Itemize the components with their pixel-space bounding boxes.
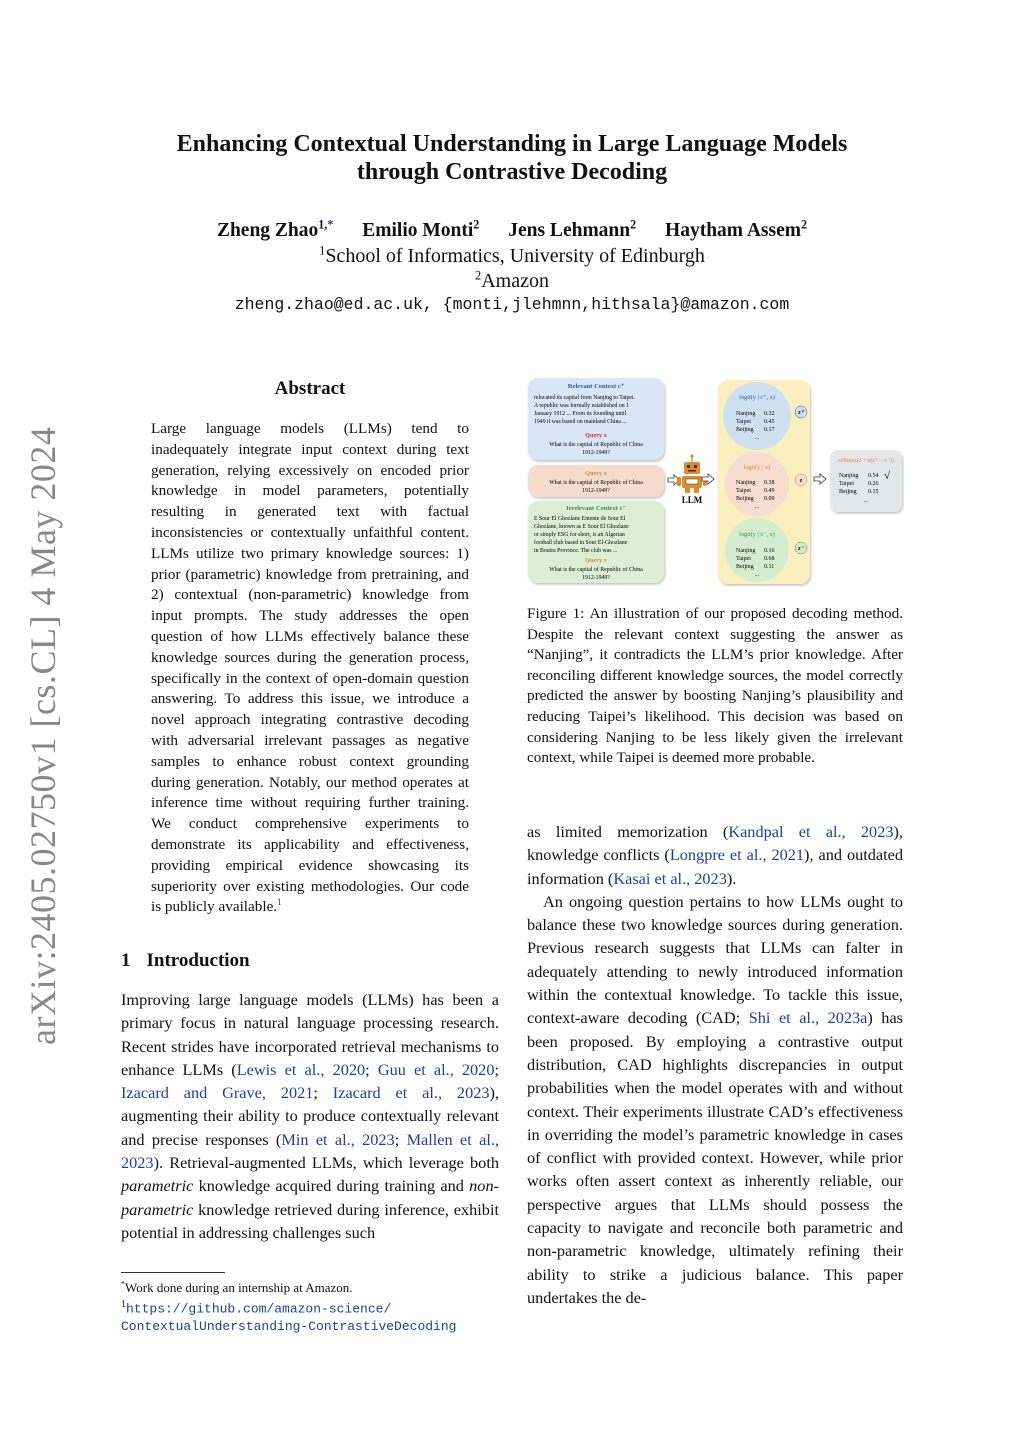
irrelevant-line-2: Ghozlane, known as E Sour El Ghozlane <box>534 524 629 530</box>
section-heading-introduction: 1 Introduction <box>121 950 250 971</box>
svg-text:Nanjing: Nanjing <box>736 548 756 554</box>
logit-panel-relevant <box>723 382 791 450</box>
svg-text:logit(y | c⁻, x): logit(y | c⁻, x) <box>739 531 775 538</box>
title-line-2: through Contrastive Decoding <box>356 159 668 185</box>
svg-text:0.68: 0.68 <box>764 556 775 562</box>
irrelevant-query-line-1: What is the capital of Republic of China <box>549 567 643 573</box>
softmax-ellipsis: ... <box>863 498 869 504</box>
logit-panel-irrelevant <box>725 518 789 582</box>
svg-text:Beijing: Beijing <box>736 496 754 502</box>
softmax-row-2-label: Taipei <box>839 481 854 487</box>
arrow-to-softmax-icon <box>814 474 826 484</box>
abstract-text: Large language models (LLMs) tend to inadequately integrate input context during text generation, relying excessively on encoded prior knowledge in model parameters, potentially resulting in generated text with factual inconsistencies or contextually unfaithful content. LLMs utilize two primary knowledge sources: 1) prior (parametric) knowledge from pretraining, and 2) contextual (non-parametric) knowledge from input prompts. The study addresses the open question of how LLMs effectively balance these knowledge sources during the generation process, specifically in the context of open-domain question answering. To address this issue, we introduce a novel approach integrating contrastive decoding with adversarial irrelevant passages as negative samples to enhance robust context grounding during generation. Notably, our method operates at inference time without requiring further training. We conduct comprehensive experiments to demonstrate its applicability and effectiveness, providing empirical evidence showcasing its superiority over existing methodologies. Our code is publicly available.$^1$ <box>151 420 469 916</box>
svg-text:logit(y | c⁺, x): logit(y | c⁺, x) <box>739 394 775 401</box>
relevant-query-line-2: 1912-1949? <box>582 450 610 456</box>
llm-label: LLM <box>681 495 703 505</box>
query-only-line-2: 1912-1949? <box>582 488 610 494</box>
relevant-line-3: January 1912 ... From its founding until <box>534 411 627 417</box>
svg-text:Taipei: Taipei <box>736 419 751 425</box>
author-emails[interactable]: zheng.zhao@ed.ac.uk, {monti,jlehmnn,hithsala}@amazon.com <box>234 295 790 314</box>
var-z: z <box>799 478 803 484</box>
footnote-1-url[interactable]: $^1$https://github.com/amazon-science/ ContextualUnderstanding-ContrastiveDecoding <box>121 1299 457 1335</box>
svg-text:...: ... <box>754 504 760 510</box>
citation-guu-2020[interactable]: Guu et al., 2020 <box>377 1059 495 1079</box>
svg-text:0.17: 0.17 <box>764 427 775 433</box>
checkmark-icon: √ <box>884 470 891 482</box>
footnote-rule <box>121 1272 225 1273</box>
citation-longpre-2021[interactable]: Longpre et al., 2021 <box>669 845 805 865</box>
svg-text:0.38: 0.38 <box>764 480 775 486</box>
footnote-star: *Work done during an internship at Amazon. <box>121 1279 353 1295</box>
svg-text:Taipei: Taipei <box>736 488 751 494</box>
title-line-1: Enhancing Contextual Understanding in Large Language Models <box>176 131 848 157</box>
var-zplus: z⁺ <box>798 410 804 416</box>
introduction-paragraph: Improving large language models (LLMs) has been a primary focus in natural language processing research. Recent strides have incorporated retrieval mechanisms to enhance LLMs (Lewis et al., 2020; Guu et al., 2020; Izacard and Grave, 2021; Izacard et al., 2023), augmenting their ability to produce contextually relevant and precise responses (Min et al., 2023; Mallen et al., 2023). Retrieval-augmented LLMs, which leverage both parametric knowledge acquired during training and non-parametric knowledge retrieved during inference, exhibit potential in addressing challenges such <box>121 990 499 1242</box>
abstract-heading: Abstract <box>274 378 346 399</box>
irrelevant-context-title: Irrelevant Context c⁻ <box>566 505 626 512</box>
irrelevant-line-1: E Sour El Ghozlane Entente de Sour El <box>534 516 626 522</box>
relevant-query-label: Query x <box>585 432 607 439</box>
relevant-query-line-1: What is the capital of Republic of China <box>549 442 643 448</box>
svg-text:0.49: 0.49 <box>764 488 775 494</box>
citation-min-2023[interactable]: Min et al., 2023 <box>281 1129 395 1149</box>
right-paragraph-2: An ongoing question pertains to how LLMs ought to balance these two knowledge sources during generation. Previous research suggests that LLMs can falter in adequately attending to newly introduced information within the contextual knowledge. To tackle this issue, context-aware decoding (CAD; Shi et al., 2023a) has been proposed. By employing a contrastive output distribution, CAD highlights discrepancies in output probabilities when the model operates with and without context. Their experiments illustrate CAD’s effectiveness in overriding the model’s parametric knowledge in cases of conflict with provided context. However, while prior works often assert context as inherently reliable, our perspective argues that LLMs should possess the capacity to navigate and reconcile both parametric and non-parametric knowledge, ultimately refining their ability to strike a judicious balance. This paper undertakes the de- <box>527 891 904 1307</box>
irrelevant-query-line-2: 1912-1949? <box>582 575 610 581</box>
softmax-row-1-value: 0.54 <box>868 473 879 479</box>
irrelevant-query-label: Query x <box>585 557 607 564</box>
svg-text:Taipei: Taipei <box>736 556 751 562</box>
softmax-row-3-label: Beijing <box>839 489 857 495</box>
svg-text:Nanjing: Nanjing <box>736 480 756 486</box>
irrelevant-line-4: football club based in Sour El-Ghozlane <box>534 540 628 546</box>
relevant-line-2: A republic was formally established on 1 <box>534 403 629 409</box>
affiliation-2: $^2$Amazon <box>475 268 549 292</box>
irrelevant-line-3: or simply ESG for short, is an Algerian <box>534 532 625 538</box>
author-2: Emilio Monti$^2$ <box>362 217 480 241</box>
svg-text:Beijing: Beijing <box>736 564 754 570</box>
svg-text:0.11: 0.11 <box>764 564 775 570</box>
query-only-label: Query x <box>585 470 607 477</box>
citation-izacard-grave-2021[interactable]: Izacard and Grave, 2021 <box>121 1083 314 1103</box>
author-list <box>0 217 1024 242</box>
svg-text:0.32: 0.32 <box>764 411 775 417</box>
citation-lewis-2020[interactable]: Lewis et al., 2020 <box>236 1059 366 1079</box>
figure-1-caption: Figure 1: An illustration of our proposed decoding method. Despite the relevant context suggesting the answer as “Nanjing”, it contradicts the LLM’s prior knowledge. After reconciling different knowledge sources, the model correctly predicted the answer by boosting Nanjing’s plausibility and reducing Taipei’s likelihood. This decision was based on considering Nanjing to be less likely given the irrelevant context, while Taipei is deemed more probable. <box>527 605 903 767</box>
svg-text:...: ... <box>754 572 760 578</box>
relevant-line-1: relocated its capital from Nanjing to Taipei. <box>534 395 636 401</box>
author-4: Haytham Assem$^2$ <box>665 217 808 241</box>
relevant-line-4: 1949 it was based on mainland China ... <box>534 419 627 425</box>
irrelevant-line-5: in Bouira Province. The club was ... <box>534 548 618 554</box>
relevant-context-title: Relevant Context c⁺ <box>567 383 625 390</box>
citation-izacard-2023[interactable]: Izacard et al., 2023 <box>332 1083 490 1103</box>
svg-text:logit(y | x): logit(y | x) <box>743 464 771 471</box>
var-zminus: z⁻ <box>798 546 804 552</box>
author-1: Zheng Zhao$^{1,*}$ <box>216 217 334 241</box>
softmax-title: softmax(z + α(z⁺ − z⁻)) <box>838 458 894 464</box>
footnote-ref-1[interactable]: 1 <box>277 898 282 909</box>
figure-1-diagram <box>526 376 904 588</box>
paper-title <box>0 130 1024 186</box>
softmax-row-3-value: 0.15 <box>868 489 879 495</box>
softmax-row-1-label: Nanjing <box>839 473 859 479</box>
citation-shi-2023a[interactable]: Shi et al., 2023a <box>748 1008 868 1028</box>
citation-mallen-2023[interactable]: Mallen et al., 2023 <box>121 1129 499 1173</box>
svg-text:0.45: 0.45 <box>764 419 775 425</box>
svg-text:Beijing: Beijing <box>736 427 754 433</box>
right-paragraph-1: as limited memorization (Kandpal et al., 2023), knowledge conflicts (Longpre et al., 2021), and outdated information (Kasai et al., 2023). <box>527 822 904 888</box>
citation-kasai-2023[interactable]: Kasai et al., 2023 <box>613 868 727 888</box>
right-column-text <box>527 820 903 1309</box>
softmax-row-2-value: 0.26 <box>868 481 879 487</box>
svg-text:...: ... <box>754 435 760 441</box>
affiliation-1: $^1$School of Informatics, University of Edinburgh <box>319 243 705 267</box>
query-only-line-1: What is the capital of Republic of China <box>549 480 643 486</box>
svg-text:Nanjing: Nanjing <box>736 411 756 417</box>
author-3: Jens Lehmann$^2$ <box>508 217 637 241</box>
svg-text:0.16: 0.16 <box>764 548 775 554</box>
citation-kandpal-2023[interactable]: Kandpal et al., 2023 <box>728 822 894 841</box>
logit-panel-query <box>725 452 789 516</box>
robot-llm-icon <box>677 454 707 493</box>
svg-text:0.09: 0.09 <box>764 496 775 502</box>
arxiv-side-stamp: arXiv:2405.02750v1 [cs.CL] 4 May 2024 <box>23 426 63 1045</box>
